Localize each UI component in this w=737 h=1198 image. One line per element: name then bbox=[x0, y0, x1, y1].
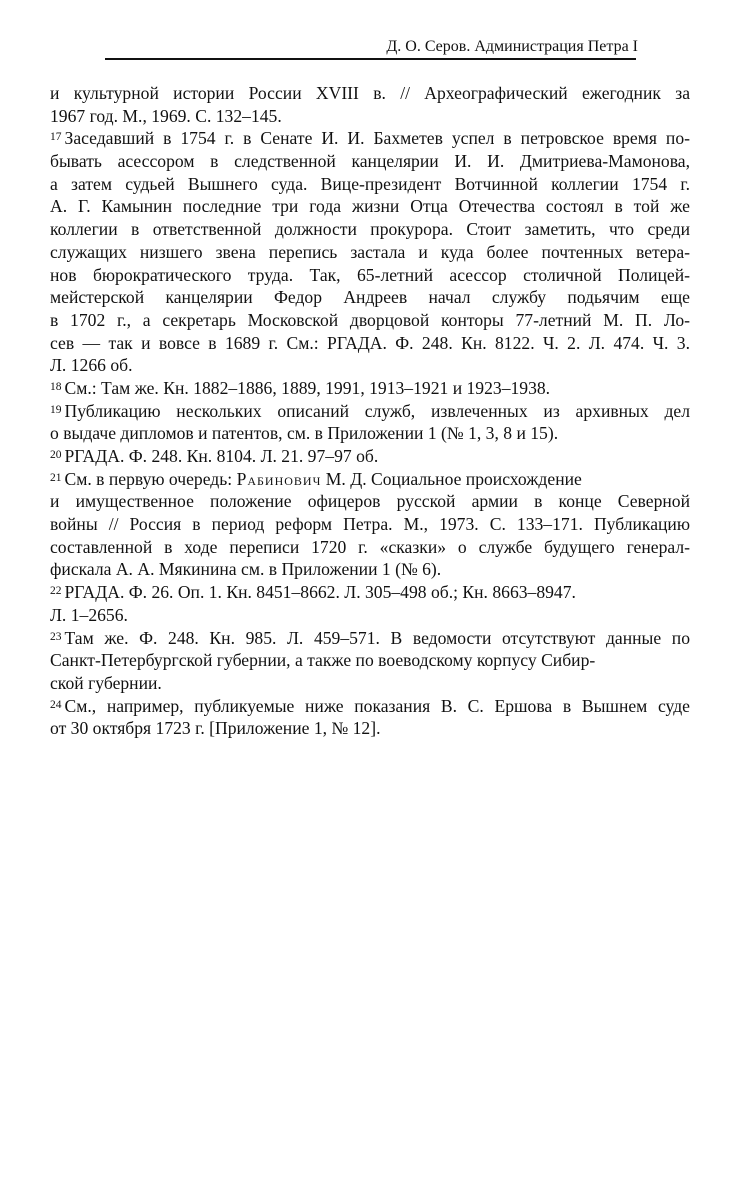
footnote-line bbox=[50, 195, 690, 218]
footnote-line-22 bbox=[50, 581, 690, 604]
footnote-text: нов бюрократического труда. Так, 65-летний асессор столичной Полицей- bbox=[50, 264, 690, 285]
footnote-text: См.: Там же. Кн. 1882–1886, 1889, 1991, 1913–1921 и 1923–1938. bbox=[64, 377, 551, 398]
footnote-line bbox=[50, 332, 690, 355]
footnote-text: сев — так и вовсе в 1689 г. См.: РГАДА. Ф. 248. Кн. 8122. Ч. 2. Л. 474. Ч. 3. bbox=[50, 332, 690, 353]
footnote-text: от 30 октября 1723 г. [Приложение 1, № 12]. bbox=[50, 718, 381, 739]
footnote-line bbox=[50, 536, 690, 559]
footnote-number: 17 bbox=[50, 131, 62, 144]
footnote-line bbox=[50, 150, 690, 173]
footnote-line bbox=[50, 173, 690, 196]
footnote-line-19 bbox=[50, 400, 690, 423]
footnote-line-21 bbox=[50, 468, 690, 491]
footnote-text: Санкт-Петербургской губернии, а также по воеводскому корпусу Сибир- bbox=[50, 650, 596, 671]
footnote-text: РГАДА. Ф. 26. Оп. 1. Кн. 8451–8662. Л. 305–498 об.; Кн. 8663–8947. bbox=[64, 582, 576, 603]
footnote-line bbox=[50, 513, 690, 536]
footnote-number: 20 bbox=[50, 449, 62, 461]
footnote-line bbox=[50, 309, 690, 332]
footnote-text: а затем судьей Вышнего суда. Вице-президент Вотчинной коллегии 1754 г. bbox=[50, 173, 690, 194]
footnote-line-20 bbox=[50, 445, 690, 468]
footnote-number: 19 bbox=[50, 403, 62, 416]
footnote-line bbox=[50, 286, 690, 309]
footnote-line bbox=[50, 490, 690, 513]
footnote-text: Заседавший в 1754 г. в Сенате И. И. Бахметев успел в петровское время по- bbox=[64, 128, 690, 149]
footnote-text: мейстерской канцелярии Федор Андреев начал службу подьячим еще bbox=[50, 287, 690, 308]
footnote-text: См. в первую очередь: Рабинович М. Д. Социальное происхождение bbox=[64, 468, 582, 489]
footnote-number: 18 bbox=[50, 380, 62, 393]
footnote-text: составленной в ходе переписи 1720 г. «сказки» о службе будущего генерал- bbox=[50, 536, 690, 557]
footnote-text: Там же. Ф. 248. Кн. 985. Л. 459–571. В ведомости отсутствуют данные по bbox=[64, 627, 690, 648]
footnote-line bbox=[50, 649, 690, 672]
running-header-title: Д. О. Серов. Администрация Петра I bbox=[386, 38, 638, 55]
footnote-text: и имущественное положение офицеров русской армии в конце Северной bbox=[50, 491, 690, 512]
footnote-line bbox=[50, 105, 690, 128]
footnote-line bbox=[50, 241, 690, 264]
footnote-text: о выдаче дипломов и патентов, см. в Приложении 1 (№ 1, 3, 8 и 15). bbox=[50, 423, 559, 444]
footnote-line bbox=[50, 264, 690, 287]
footnote-text: См., например, публикуемые ниже показания В. С. Ершова в Вышнем суде bbox=[64, 695, 690, 716]
footnote-text: в 1702 г., а секретарь Московской дворцовой конторы 77-летний М. П. Ло- bbox=[50, 309, 690, 330]
footnote-number: 22 bbox=[50, 585, 62, 598]
footnote-line bbox=[50, 422, 690, 445]
footnote-number: 21 bbox=[50, 471, 62, 484]
footnote-line bbox=[50, 82, 690, 105]
footnote-text: РГАДА. Ф. 248. Кн. 8104. Л. 21. 97–97 об. bbox=[64, 446, 379, 466]
footnote-line bbox=[50, 717, 690, 740]
footnote-text: Л. 1266 об. bbox=[50, 355, 133, 376]
footnote-line bbox=[50, 354, 690, 377]
footnote-line-17 bbox=[50, 127, 690, 150]
footnote-text: ской губернии. bbox=[50, 672, 162, 693]
footnote-text: Л. 1–2656. bbox=[50, 604, 128, 625]
footnotes-body bbox=[50, 82, 690, 740]
footnote-line-23 bbox=[50, 627, 690, 650]
footnote-line bbox=[50, 558, 690, 581]
footnote-text: и культурной истории России XVIII в. // Археографический ежегодник за bbox=[50, 83, 690, 103]
footnote-line-24 bbox=[50, 695, 690, 718]
footnote-line bbox=[50, 672, 690, 695]
header-rule bbox=[105, 58, 636, 60]
footnote-number: 23 bbox=[50, 630, 62, 643]
footnote-text: бывать асессором в следственной канцелярии И. И. Дмитриева-Мамонова, bbox=[50, 151, 690, 172]
footnote-number: 24 bbox=[50, 698, 62, 711]
footnote-text: Публикацию нескольких описаний служб, извлеченных из архивных дел bbox=[64, 400, 690, 421]
footnote-line-18 bbox=[50, 377, 690, 400]
footnote-line bbox=[50, 604, 690, 627]
footnote-text: А. Г. Камынин последние три года жизни Отца Отечества состоял в той же bbox=[50, 196, 690, 217]
footnote-line bbox=[50, 218, 690, 241]
footnote-text: коллегии в ответственной должности прокурора. Стоит заметить, что среди bbox=[50, 219, 690, 240]
footnote-text: 1967 год. М., 1969. С. 132–145. bbox=[50, 105, 282, 126]
footnote-text: фискала А. А. Мякинина см. в Приложении 1 (№ 6). bbox=[50, 559, 442, 580]
footnote-text: служащих низшего звена перепись застала и куда более почтенных ветера- bbox=[50, 241, 690, 262]
footnote-text: войны // Россия в период реформ Петра. М., 1973. С. 133–171. Публикацию bbox=[50, 514, 690, 535]
